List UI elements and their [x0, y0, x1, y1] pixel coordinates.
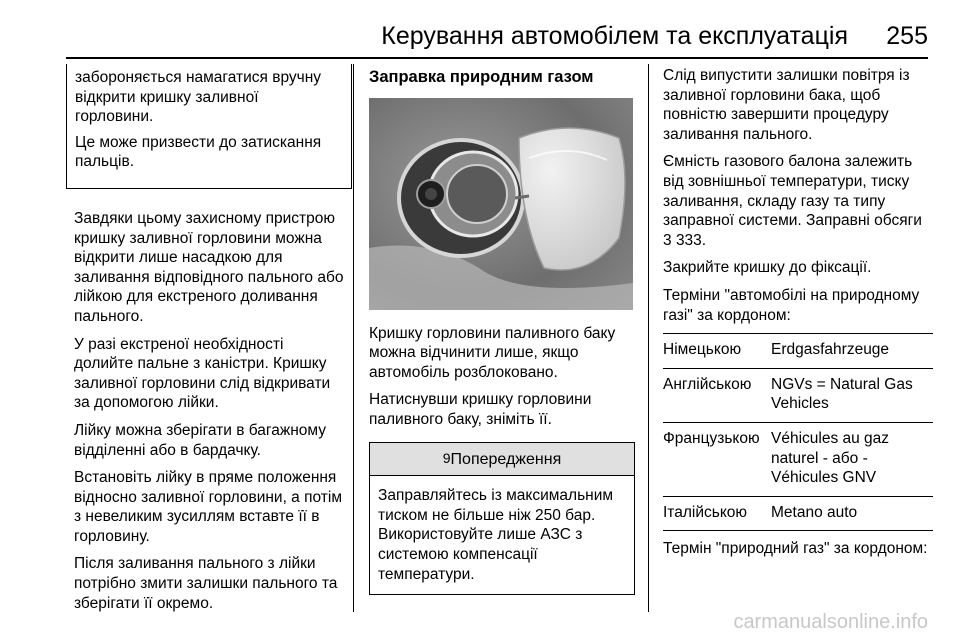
warning-title: Попередження — [450, 450, 562, 468]
page-reference: 333. — [675, 231, 707, 249]
fuel-filler-cap-figure — [369, 98, 633, 310]
table-row — [663, 368, 933, 422]
body-paragraph — [663, 152, 933, 250]
body-paragraph: Завдяки цьому захисному пристрою кришку заливної горловини можна відкрити лише насадкою для заливання відповідного пального або лійкою для екстреного доливання пального. — [74, 209, 344, 325]
watermark: carmanualsonline.info — [733, 611, 928, 633]
language-cell: Французькою — [663, 422, 771, 496]
warning-continuation-text: Це може призвести до затискання пальців. — [75, 133, 322, 171]
warning-continuation-text: забороняється намагатися вручну відкрити кришку заливної горловини. — [75, 69, 322, 126]
warning-triangle-icon: 9 — [442, 449, 451, 466]
column-divider — [353, 64, 354, 612]
body-paragraph-text: Ємність газового балона залежить від зовнішньої температури, тиску заливання, складу газу та типу заправної системи. Заправні обсяги — [663, 153, 922, 230]
language-cell: Німецькою — [663, 334, 771, 369]
language-cell: Англійською — [663, 368, 771, 422]
warning-box — [369, 442, 635, 596]
section-title: Заправка природним газом — [369, 68, 594, 86]
running-header-title: Керування автомобілем та експлуатація — [381, 22, 848, 50]
term-cell: Metano auto — [771, 496, 933, 531]
warning-continuation-box — [66, 64, 352, 189]
term-cell: Véhicules au gaz naturel - або - Véhicules GNV — [771, 422, 933, 496]
header-rule — [66, 57, 928, 59]
body-paragraph: Слід випустити залишки повітря із заливної горловини бака, щоб повністю завершити процедуру заливання пального. — [663, 67, 910, 143]
page-number: 255 — [886, 22, 928, 50]
body-paragraph: Після заливання пального з лійки потрібно змити залишки пального та зберігати її окремо. — [74, 555, 338, 612]
terms-table — [663, 333, 933, 531]
body-paragraph: Кришку горловини паливного баку можна відчинити лише, якщо автомобіль розблоковано. — [369, 324, 616, 381]
body-paragraph: Встановіть лійку в пряме положення відносно заливної горловини, а потім з невеликим зусиллям вставте її в горловину. — [74, 469, 342, 545]
term-cell: Erdgasfahrzeuge — [771, 334, 933, 369]
body-paragraph: У разі екстреної необхідності долийте пальне з каністри. Кришку заливної горловини слід відкривати за допомогою лійки. — [74, 335, 331, 412]
body-paragraph: Закрийте кришку до фіксації. — [663, 259, 872, 277]
warning-header — [370, 443, 634, 477]
term-cell: NGVs = Natural Gas Vehicles — [771, 368, 933, 422]
column-divider — [648, 64, 649, 612]
body-paragraph: Натиснувши кришку горловини паливного баку, зніміть її. — [369, 391, 592, 428]
table-row — [663, 496, 933, 531]
column-middle — [369, 66, 635, 595]
body-paragraph: Терміни "автомобілі на природному газі" за кордоном: — [663, 286, 920, 324]
body-paragraph: Термін "природний газ" за кордоном: — [663, 540, 928, 558]
page-reference-arrow-icon: 3 — [663, 231, 672, 249]
language-cell: Італійською — [663, 496, 771, 531]
table-row — [663, 334, 933, 369]
body-paragraph: Лійку можна зберігати в багажному відділенні або в бардачку. — [74, 421, 326, 459]
warning-text: Заправляйтесь із максимальним тиском не більше ніж 250 бар. Використовуйте лише АЗС з системою компенсації температури. — [378, 487, 614, 583]
column-right — [663, 66, 933, 567]
table-row — [663, 422, 933, 496]
column-left — [74, 66, 344, 621]
